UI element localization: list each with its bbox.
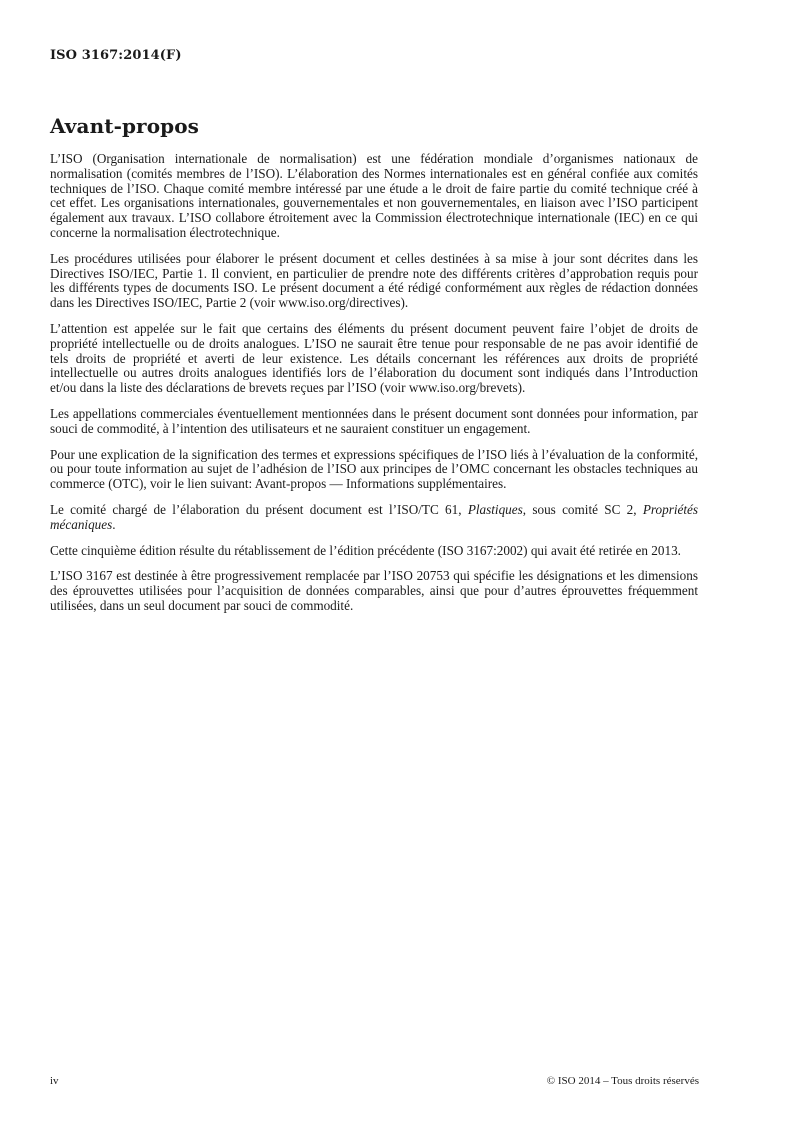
document-id-header: ISO 3167:2014(F) [50,48,182,63]
paragraph-conformity-terms: Pour une explication de la signification des termes et expressions spécifiques de l’ISO liés à l’évaluation de la conformité, ou pour toute information au sujet de l’adhésion de l’ISO aux principes de l’OMC concernant les obstacles techniques au commerce (OTC), voir le lien suivant: Avant-propos — Informations supplémentaires. [50,446,698,492]
paragraph-edition: Cette cinquième édition résulte du rétablissement de l’édition précédente (ISO 3167:2002) qui avait été retirée en 2013. [50,542,681,558]
page-number: iv [50,1075,59,1087]
committee-tc-name: Plastiques [467,501,523,517]
section-title: Avant-propos [50,114,200,138]
committee-middle: , sous comité SC 2, [522,501,643,517]
paragraph-procedures: Les procédures utilisées pour élaborer le présent document et celles destinées à sa mise à jour sont décrites dans les Directives ISO/IEC, Partie 1. Il convient, en particulier de prendre note des différents critères d’approbation requis pour les différents types de documents ISO. Le présent document a été rédigé conformément aux règles de rédaction données dans les Directives ISO/IEC, Partie 2 (voir www.iso.org/directives). [50,250,698,311]
paragraph-patent-rights: L’attention est appelée sur le fait que certains des éléments du présent document peuvent faire l’objet de droits de propriété intellectuelle ou de droits analogues. L’ISO ne saurait être tenue pour responsable de ne pas avoir identifié de tels droits de propriété et averti de leur existence. Les détails concernant les références aux droits de propriété intellectuelle ou autres droits analogues identifiés lors de l’élaboration du document sont indiqués dans l’Introduction et/ou dans la liste des déclarations de brevets reçues par l’ISO (voir www.iso.org/brevets). [50,320,698,396]
paragraph-replacement: L’ISO 3167 est destinée à être progressivement remplacée par l’ISO 20753 qui spécifie les désignations et les dimensions des éprouvettes utilisées pour l’acquisition de données comparables, ainsi que pour d’autres éprouvettes fréquemment utilisées, dans un seul document par souci de commodité. [50,568,698,613]
committee-suffix: . [112,516,116,532]
committee-prefix: Le comité chargé de l’élaboration du présent document est l’ISO/TC 61, [50,501,468,517]
copyright-notice: © ISO 2014 – Tous droits réservés [546,1075,699,1087]
paragraph-committee [50,503,698,533]
foreword-body [50,152,698,625]
paragraph-iso-organisation: L’ISO (Organisation internationale de normalisation) est une fédération mondiale d’organismes nationaux de normalisation (comités membres de l’ISO). L’élaboration des Normes internationales est en général confiée aux comités techniques de l’ISO. Chaque comité membre intéressé par une étude a le droit de faire partie du comité technique créé à cet effet. Les organisations internationales, gouvernementales et non gouvernementales, en liaison avec l’ISO participent également aux travaux. L’ISO collabore étroitement avec la Commission électrotechnique internationale (IEC) en ce qui concerne la normalisation électrotechnique. [50,151,698,240]
paragraph-trade-names: Les appellations commerciales éventuellement mentionnées dans le présent document sont données pour information, par souci de commodité, à l’intention des utilisateurs et ne sauraient constituer un engagement. [50,405,698,436]
committee-sc-name: Propriétés mécaniques [50,501,698,532]
